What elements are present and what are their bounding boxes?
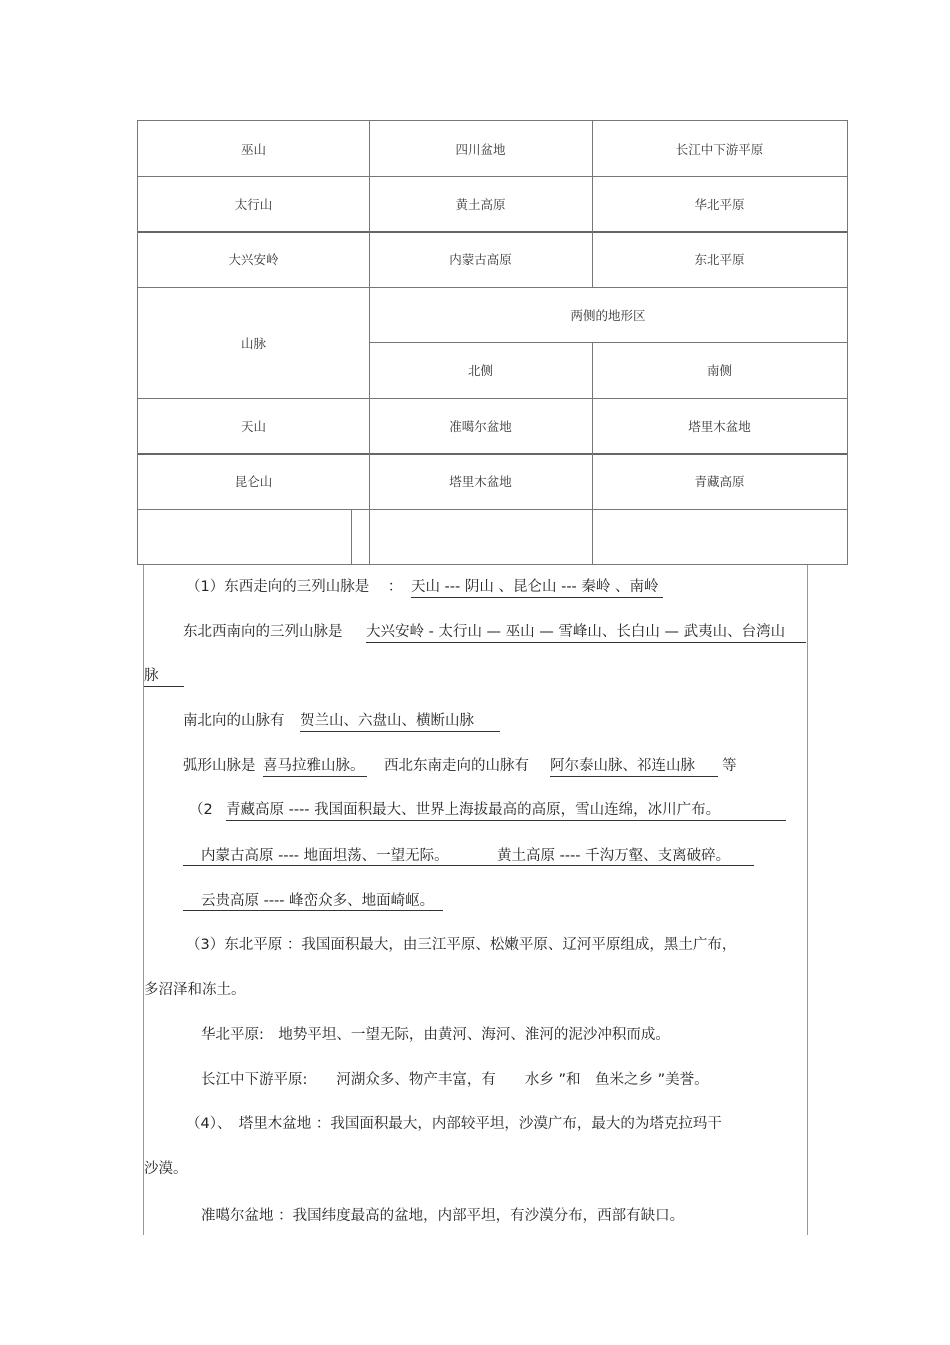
para-2-label: 东北西南向的三列山脉是 bbox=[183, 624, 343, 640]
para-6-answer1: 内蒙古高原 ---- 地面坦荡、一望无际。 bbox=[183, 846, 461, 866]
para-1 bbox=[186, 577, 663, 597]
para-3 bbox=[183, 711, 285, 731]
para-11: （4）、 塔里木盆地 ：我国面积最大，内部较平坦，沙漠广布，最大的为塔克拉玛干 bbox=[186, 1116, 722, 1132]
para-4-answer2: 阿尔泰山脉、祁连山脉 bbox=[550, 756, 718, 777]
header-group: 两侧的地形区 bbox=[570, 307, 646, 323]
header-mountain: 山脉 bbox=[240, 335, 266, 351]
para-8-cont: 多沼泽和冻土。 bbox=[144, 982, 246, 998]
cell-r4c2: 准噶尔盆地 bbox=[449, 418, 512, 434]
para-1-label: （1）东西走向的三列山脉是 bbox=[186, 579, 370, 595]
cell-r2c2: 黄土高原 bbox=[455, 196, 506, 212]
cell-r1c3: 长江中下游平原 bbox=[675, 141, 764, 157]
para-4-end: 等 bbox=[722, 758, 737, 774]
para-5-label: （2 bbox=[189, 802, 213, 818]
para-12: 准噶尔盆地 ：我国纬度最高的盆地，内部平坦，有沙漠分布，西部有缺口。 bbox=[201, 1208, 685, 1224]
cell-r3c3: 东北平原 bbox=[694, 252, 745, 267]
para-3-label: 南北向的山脉有 bbox=[183, 713, 285, 729]
cell-r5c1: 昆仑山 bbox=[234, 474, 273, 489]
header-south: 南侧 bbox=[706, 363, 732, 378]
para-1-colon: ： bbox=[387, 579, 403, 595]
para-11-cont: 沙漠。 bbox=[144, 1161, 188, 1177]
para-8: （3）东北平原 ：我国面积最大，由三江平原、松嫩平原、辽河平原组成，黑土广布， bbox=[186, 937, 737, 953]
para-7-answer: 云贵高原 ---- 峰峦众多、地面崎岖。 bbox=[183, 891, 443, 911]
para-9: 华北平原: 地势平坦、一望无际，由黄河、海河、淮河的泥沙冲积而成。 bbox=[201, 1027, 670, 1043]
para-1-answer: 天山 --- 阴山 、昆仑山 --- 秦岭 、南岭 bbox=[411, 579, 663, 598]
cell-r2c3: 华北平原 bbox=[694, 196, 745, 212]
para-2 bbox=[183, 622, 343, 642]
cell-r1c1: 巫山 bbox=[240, 141, 266, 157]
right-margin-rule bbox=[807, 565, 808, 1235]
cell-r1c2: 四川盆地 bbox=[455, 141, 506, 157]
para-5-answer: 青藏高原 ---- 我国面积最大、世界上海拔最高的高原，雪山连绵，冰川广布。 bbox=[226, 800, 786, 821]
para-2-cont: 脉 bbox=[144, 666, 184, 687]
cell-r2c1: 太行山 bbox=[234, 196, 273, 212]
para-4-label: 弧形山脉是 bbox=[183, 758, 256, 774]
para-4-mid: 西北东南走向的山脉有 bbox=[384, 758, 529, 774]
para-4-answer1: 喜马拉雅山脉。 bbox=[263, 756, 367, 777]
header-north: 北侧 bbox=[467, 363, 493, 378]
cell-r4c1: 天山 bbox=[240, 418, 266, 434]
para-10: 长江中下游平原: 河湖众多、物产丰富，有 水乡 ”和 鱼米之乡 ”美誉。 bbox=[201, 1072, 709, 1088]
cell-r3c2: 内蒙古高原 bbox=[449, 252, 512, 267]
cell-r4c3: 塔里木盆地 bbox=[688, 418, 751, 434]
cell-r5c3: 青藏高原 bbox=[694, 474, 745, 489]
para-3-answer: 贺兰山、六盘山、横断山脉 bbox=[300, 711, 500, 732]
para-6-answer2: 黄土高原 ---- 千沟万壑、支离破碎。 bbox=[461, 846, 754, 866]
cell-r5c2: 塔里木盆地 bbox=[449, 474, 512, 489]
para-2-answer: 大兴安岭 - 太行山 — 巫山 — 雪峰山、长白山 — 武夷山、台湾山 bbox=[366, 622, 806, 643]
terrain-table bbox=[137, 120, 848, 565]
cell-r3c1: 大兴安岭 bbox=[228, 252, 279, 267]
